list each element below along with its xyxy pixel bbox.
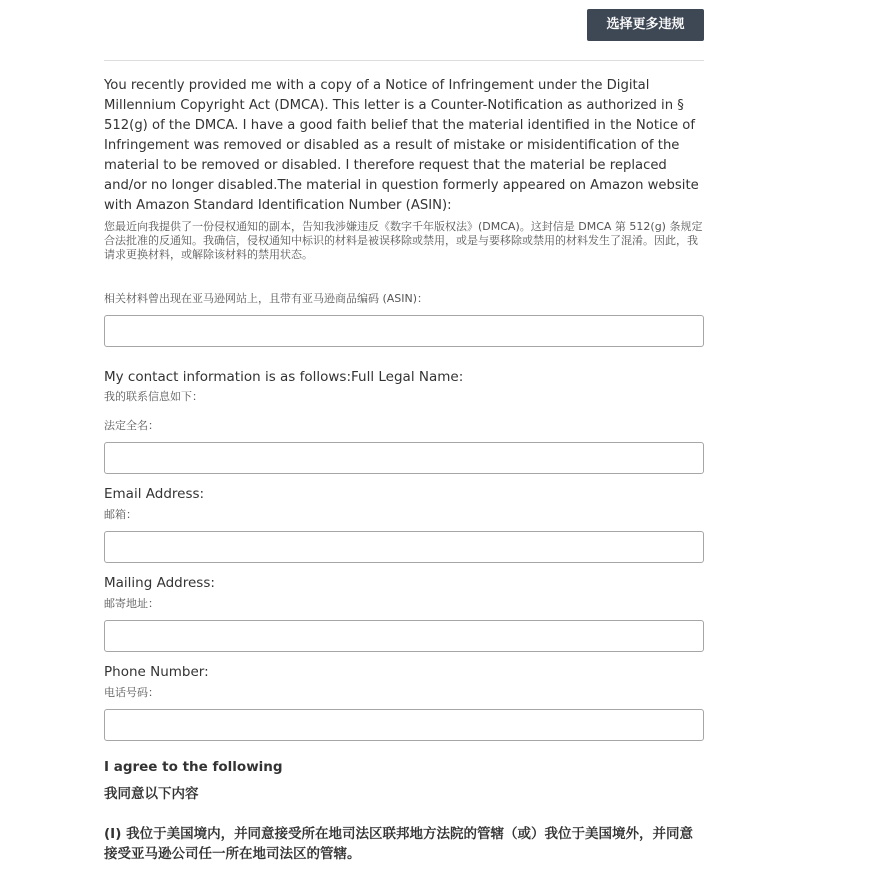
mailing-address-input[interactable] [104, 620, 704, 652]
contact-heading-zh: 我的联系信息如下： [104, 390, 203, 403]
phone-label-en: Phone Number: [104, 664, 209, 680]
email-label-zh: 邮箱： [104, 508, 137, 521]
agreement-heading-en: I agree to the following [104, 759, 283, 775]
counter-notice-form [104, 0, 704, 864]
agreement-item-1: (I) 我位于美国境内，并同意接受所在地司法区联邦地方法院的管辖（或）我位于美国境外，并同意接受亚马逊公司任一所在地司法区的管辖。 [104, 826, 694, 862]
intro-text-zh: 您最近向我提供了一份侵权通知的副本，告知我涉嫌违反《数字千年版权法》(DMCA)。这封信是 DMCA 第 512(g) 条规定合法批准的反通知。我确信，侵权通知中标识的材料是被误移除或禁用，或是与要移除或禁用的材料发生了混淆。因此，我请求更换材料，或解除该材料的禁用状态。 [104, 220, 703, 261]
asin-input[interactable] [104, 315, 704, 347]
mailing-address-label-zh: 邮寄地址： [104, 597, 159, 610]
agreement-heading-zh: 我同意以下内容 [104, 786, 199, 802]
select-more-violations-button[interactable]: 选择更多违规 [587, 9, 704, 41]
intro-text-en: You recently provided me with a copy of a Notice of Infringement under the Digital Millennium Copyright Act (DMCA). This letter is a Counter-Notification as authorized in § 512(g) of the DMCA. I have a good faith belief that the material identified in the Notice of Infringement was removed or disabled as a result of mistake or misidentification of the material to be removed or disabled. I therefore request that the material be replaced and/or no longer disabled.The material in question formerly appeared on Amazon website with Amazon Standard Identification Number (ASIN): [104, 78, 699, 213]
phone-input[interactable] [104, 709, 704, 741]
asin-label: 相关材料曾出现在亚马逊网站上，且带有亚马逊商品编码 (ASIN)： [104, 292, 429, 305]
full-name-label: 法定全名： [104, 419, 159, 432]
email-input[interactable] [104, 531, 704, 563]
mailing-address-label-en: Mailing Address: [104, 575, 215, 591]
full-name-input[interactable] [104, 442, 704, 474]
contact-heading-en: My contact information is as follows:Full Legal Name: [104, 369, 464, 385]
phone-label-zh: 电话号码： [104, 686, 159, 699]
email-label-en: Email Address: [104, 486, 205, 502]
top-toolbar [104, 0, 704, 61]
